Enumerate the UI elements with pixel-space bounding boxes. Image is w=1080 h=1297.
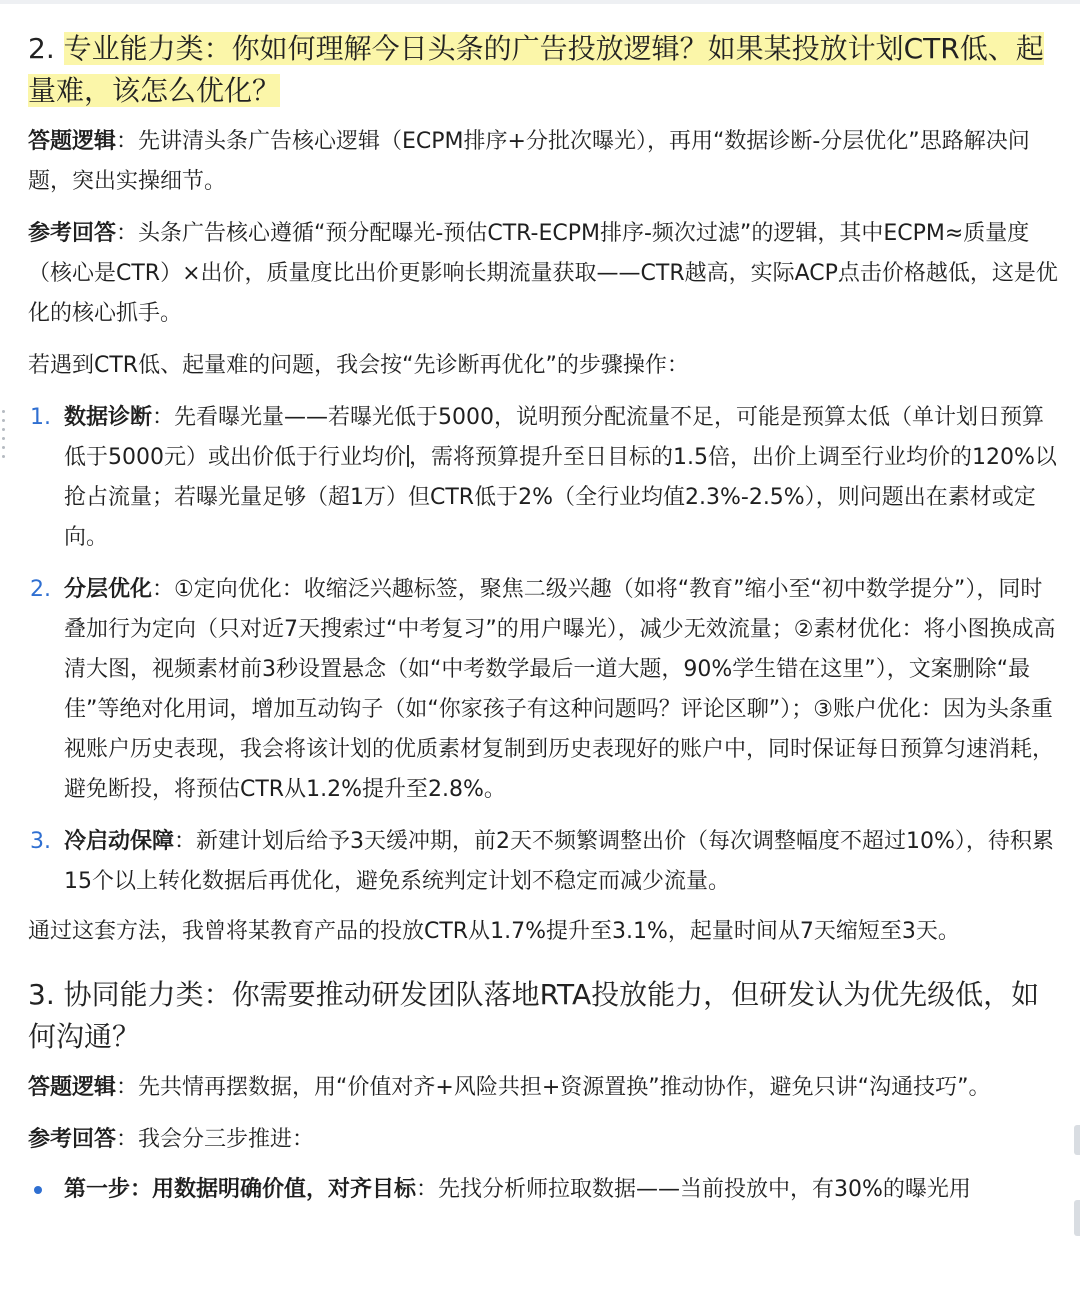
q3-ref-text: ：我会分三步推进： <box>116 1127 315 1152</box>
top-divider <box>0 0 1080 4</box>
bullet-text: ：先找分析师拉取数据——当前投放中，有30%的曝光用 <box>416 1177 971 1202</box>
step-label: 数据诊断 <box>64 405 153 430</box>
step-text: ：①定向优化：收缩泛兴趣标签，聚焦二级兴趣（如将“教育”缩小至“初中数学提分”），同时叠加行为定向（只对近7天搜索过“中考复习”的用户曝光），减少无效流量；②素材优化：将小图换成高清大图，视频素材前3秒设置悬念（如“中考数学最后一道大题，90%学生错在这里”），文案删除“最佳”等绝对化用词，增加互动钩子（如“你家孩子有这种问题吗？评论区聊”）；③账户优化：因为头条重视账户历史表现，我会将该计划的优质素材复制到历史表现好的账户中，同时保证每日预算匀速消耗，避免断投，将预估CTR从1.2%提升至2.8%。 <box>64 577 1056 802</box>
side-scroll-tab-lower[interactable] <box>1074 1200 1080 1236</box>
document-body <box>28 28 1058 1210</box>
list-item <box>28 822 1058 902</box>
list-number: 3. <box>30 829 51 854</box>
q2-reference-answer <box>28 214 1058 334</box>
list-item <box>28 570 1058 810</box>
step-text: ：新建计划后给予3天缓冲期，前2天不频繁调整出价（每次调整幅度不超过10%），待积累15个以上转化数据后再优化，避免系统判定计划不稳定而减少流量。 <box>64 829 1054 894</box>
question-3-title: 协同能力类：你需要推动研发团队落地RTA投放能力，但研发认为优先级低，如何沟通？ <box>28 978 1040 1053</box>
bullet-icon <box>34 1186 42 1194</box>
drag-handle-icon[interactable] <box>0 408 10 434</box>
question-2-heading <box>28 28 1058 112</box>
list-number: 2. <box>30 577 51 602</box>
q2-logic-label: 答题逻辑 <box>28 129 117 154</box>
q2-ref-text: ：头条广告核心遵循“预分配曝光-预估CTR-ECPM排序-频次过滤”的逻辑，其中ECPM≈质量度（核心是CTR）×出价，质量度比出价更影响长期流量获取——CTR越高，实际ACP点击价格越低，这是优化的核心抓手。 <box>28 221 1058 326</box>
step-text: ：先看曝光量——若曝光低于5000，说明预分配流量不足，可能是预算太低（单计划日预算低于5000元）或出价低于行业均价 <box>64 405 1045 470</box>
step-text-continued: ，需将预算提升至日目标的1.5倍，出价上调至行业均价的120%以抢占流量；若曝光量足够（超1万）但CTR低于2%（全行业均值2.3%-2.5%），则问题出在素材或定向。 <box>64 445 1057 550</box>
q3-logic-text: ：先共情再摆数据，用“价值对齐+风险共担+资源置换”推动协作，避免只讲“沟通技巧”。 <box>116 1075 991 1100</box>
q2-steps-list <box>28 398 1058 902</box>
question-2-number: 2. <box>28 32 64 65</box>
q3-ref-label: 参考回答 <box>28 1127 117 1152</box>
q2-intro: 若遇到CTR低、起量难的问题，我会按“先诊断再优化”的步骤操作： <box>28 353 689 378</box>
question-3-number: 3. <box>28 978 64 1011</box>
list-number: 1. <box>30 405 51 430</box>
q2-result: 通过这套方法，我曾将某教育产品的投放CTR从1.7%提升至3.1%，起量时间从7天缩短至3天。 <box>28 919 960 944</box>
q2-answer-logic <box>28 122 1058 202</box>
question-3-heading <box>28 974 1058 1058</box>
q2-logic-text: ：先讲清头条广告核心逻辑（ECPM排序+分批次曝光），再用“数据诊断-分层优化”思路解决问题，突出实操细节。 <box>28 129 1030 194</box>
step-label: 冷启动保障 <box>64 829 175 854</box>
q3-bullet-list <box>28 1170 1058 1210</box>
side-scroll-tab[interactable] <box>1074 1125 1080 1155</box>
list-item <box>28 1170 1058 1210</box>
q3-answer-logic <box>28 1068 1058 1108</box>
q2-ref-label: 参考回答 <box>28 221 117 246</box>
list-item <box>28 398 1058 558</box>
q3-reference-answer <box>28 1120 1058 1160</box>
step-label: 分层优化 <box>64 577 153 602</box>
q3-logic-label: 答题逻辑 <box>28 1075 117 1100</box>
bullet-label: 第一步：用数据明确价值，对齐目标 <box>64 1177 417 1202</box>
question-2-title: 专业能力类：你如何理解今日头条的广告投放逻辑？如果某投放计划CTR低、起量难，该怎么优化？ <box>28 32 1044 107</box>
